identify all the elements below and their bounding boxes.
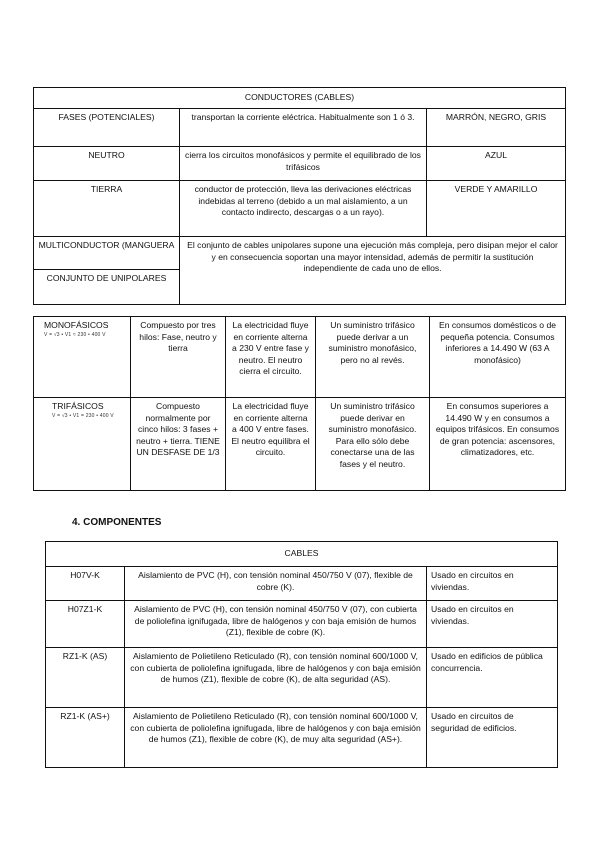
section-title: 4. COMPONENTES	[72, 517, 162, 528]
sistema-formula: V = √3 • V1 = 230 • 400 V	[52, 412, 114, 419]
conductor-color: MARRÓN, NEGRO, GRIS	[427, 109, 566, 147]
multiconductor-desc: El conjunto de cables unipolares supone una ejecución más compleja, pero disipan mejor el calor y en consecuencia soportan una mayor intensidad, además de permitir la sustitución independiente de cada uno de ellos.	[180, 237, 566, 305]
conductor-color: AZUL	[427, 147, 566, 181]
sistema-derivacion: Un suministro trifásico puede derivar en suministro monofásico. Para ello sólo debe conectarse una de las fases y el neutro.	[316, 398, 430, 491]
table-row	[34, 317, 566, 398]
cable-desc: Aislamiento de Polietileno Reticulado (R), con tensión nominal 600/1000 V, con cubierta de poliolefina ignifugada, libre de halógenos y con baja emisión de humos (Z1), flexible de cobre (K), de alta seguridad (AS).	[125, 648, 427, 708]
cable-code: H07Z1-K	[46, 601, 125, 648]
unipolar-name: CONJUNTO DE UNIPOLARES	[34, 270, 180, 305]
conductor-desc: transportan la corriente eléctrica. Habitualmente son 1 ó 3.	[180, 109, 427, 147]
sistema-corriente: La electricidad fluye en corriente alterna a 230 V entre fase y neutro. El neutro cierra el circuito.	[226, 317, 316, 398]
multiconductor-name: MULTICONDUCTOR (MANGUERA	[34, 237, 180, 270]
sistema-name: MONOFÁSICOS	[44, 320, 109, 330]
table-row	[34, 237, 566, 270]
table-row	[46, 567, 558, 601]
cables-table	[45, 541, 558, 768]
cable-code: RZ1-K (AS)	[46, 648, 125, 708]
table-row	[34, 398, 566, 491]
conductor-name: TIERRA	[34, 181, 180, 237]
cable-use: Usado en edificios de pública concurrencia.	[427, 648, 558, 708]
cable-desc: Aislamiento de PVC (H), con tensión nominal 450/750 V (07), flexible de cobre (K).	[125, 567, 427, 601]
conductor-color: VERDE Y AMARILLO	[427, 181, 566, 237]
cable-use: Usado en circuitos de seguridad de edificios.	[427, 708, 558, 768]
cable-desc: Aislamiento de Polietileno Reticulado (R), con tensión nominal 600/1000 V, con cubierta de poliolefina ignifugada, libre de halógenos y con baja emisión de humos (Z1), flexible de cobre (K), de muy alta seguridad (AS+).	[125, 708, 427, 768]
sistema-corriente: La electricidad fluye en corriente alterna a 400 V entre fases. El neutro equilibra el circuito.	[226, 398, 316, 491]
table-row	[34, 109, 566, 147]
cable-use: Usado en circuitos en viviendas.	[427, 567, 558, 601]
conductores-title: CONDUCTORES (CABLES)	[34, 88, 566, 109]
sistema-consumo: En consumos domésticos o de pequeña potencia. Consumos inferiores a 14.490 W (63 A monofásico)	[430, 317, 566, 398]
sistema-hilos: Compuesto normalmente por cinco hilos: 3 fases + neutro + tierra. TIENE UN DESFASE DE 1/3	[131, 398, 226, 491]
conductor-name: NEUTRO	[34, 147, 180, 181]
table-row	[46, 648, 558, 708]
cables-title: CABLES	[46, 542, 558, 567]
table-row	[34, 147, 566, 181]
sistema-derivacion: Un suministro trifásico puede derivar a un suministro monofásico, pero no al revés.	[316, 317, 430, 398]
sistema-name: TRIFÁSICOS	[52, 401, 104, 411]
sistema-hilos: Compuesto por tres hilos: Fase, neutro y tierra	[131, 317, 226, 398]
conductor-name: FASES (POTENCIALES)	[34, 109, 180, 147]
sistema-consumo: En consumos superiores a 14.490 W y en consumos a equipos trifásicos. En consumos de gran potencia: ascensores, climatizadores, etc.	[430, 398, 566, 491]
sistemas-table	[33, 316, 566, 491]
sistema-formula: V = √3 • V1 ≈ 230 • 400 V	[44, 331, 106, 338]
cable-code: H07V-K	[46, 567, 125, 601]
cable-use: Usado en circuitos en viviendas.	[427, 601, 558, 648]
table-row	[46, 601, 558, 648]
table-row	[34, 181, 566, 237]
conductores-table	[33, 87, 566, 305]
table-row	[46, 708, 558, 768]
cable-code: RZ1-K (AS+)	[46, 708, 125, 768]
cable-desc: Aislamiento de PVC (H), con tensión nominal 450/750 V (07), con cubierta de poliolefina ignifugada, libre de halógenos y con baja emisión de humos (Z1), flexible de cobre (K).	[125, 601, 427, 648]
conductor-desc: cierra los circuitos monofásicos y permite el equilibrado de los trifásicos	[180, 147, 427, 181]
conductor-desc: conductor de protección, lleva las derivaciones eléctricas indebidas al terreno (debido a un mal aislamiento, a un contacto indirecto, descargas o a un rayo).	[180, 181, 427, 237]
